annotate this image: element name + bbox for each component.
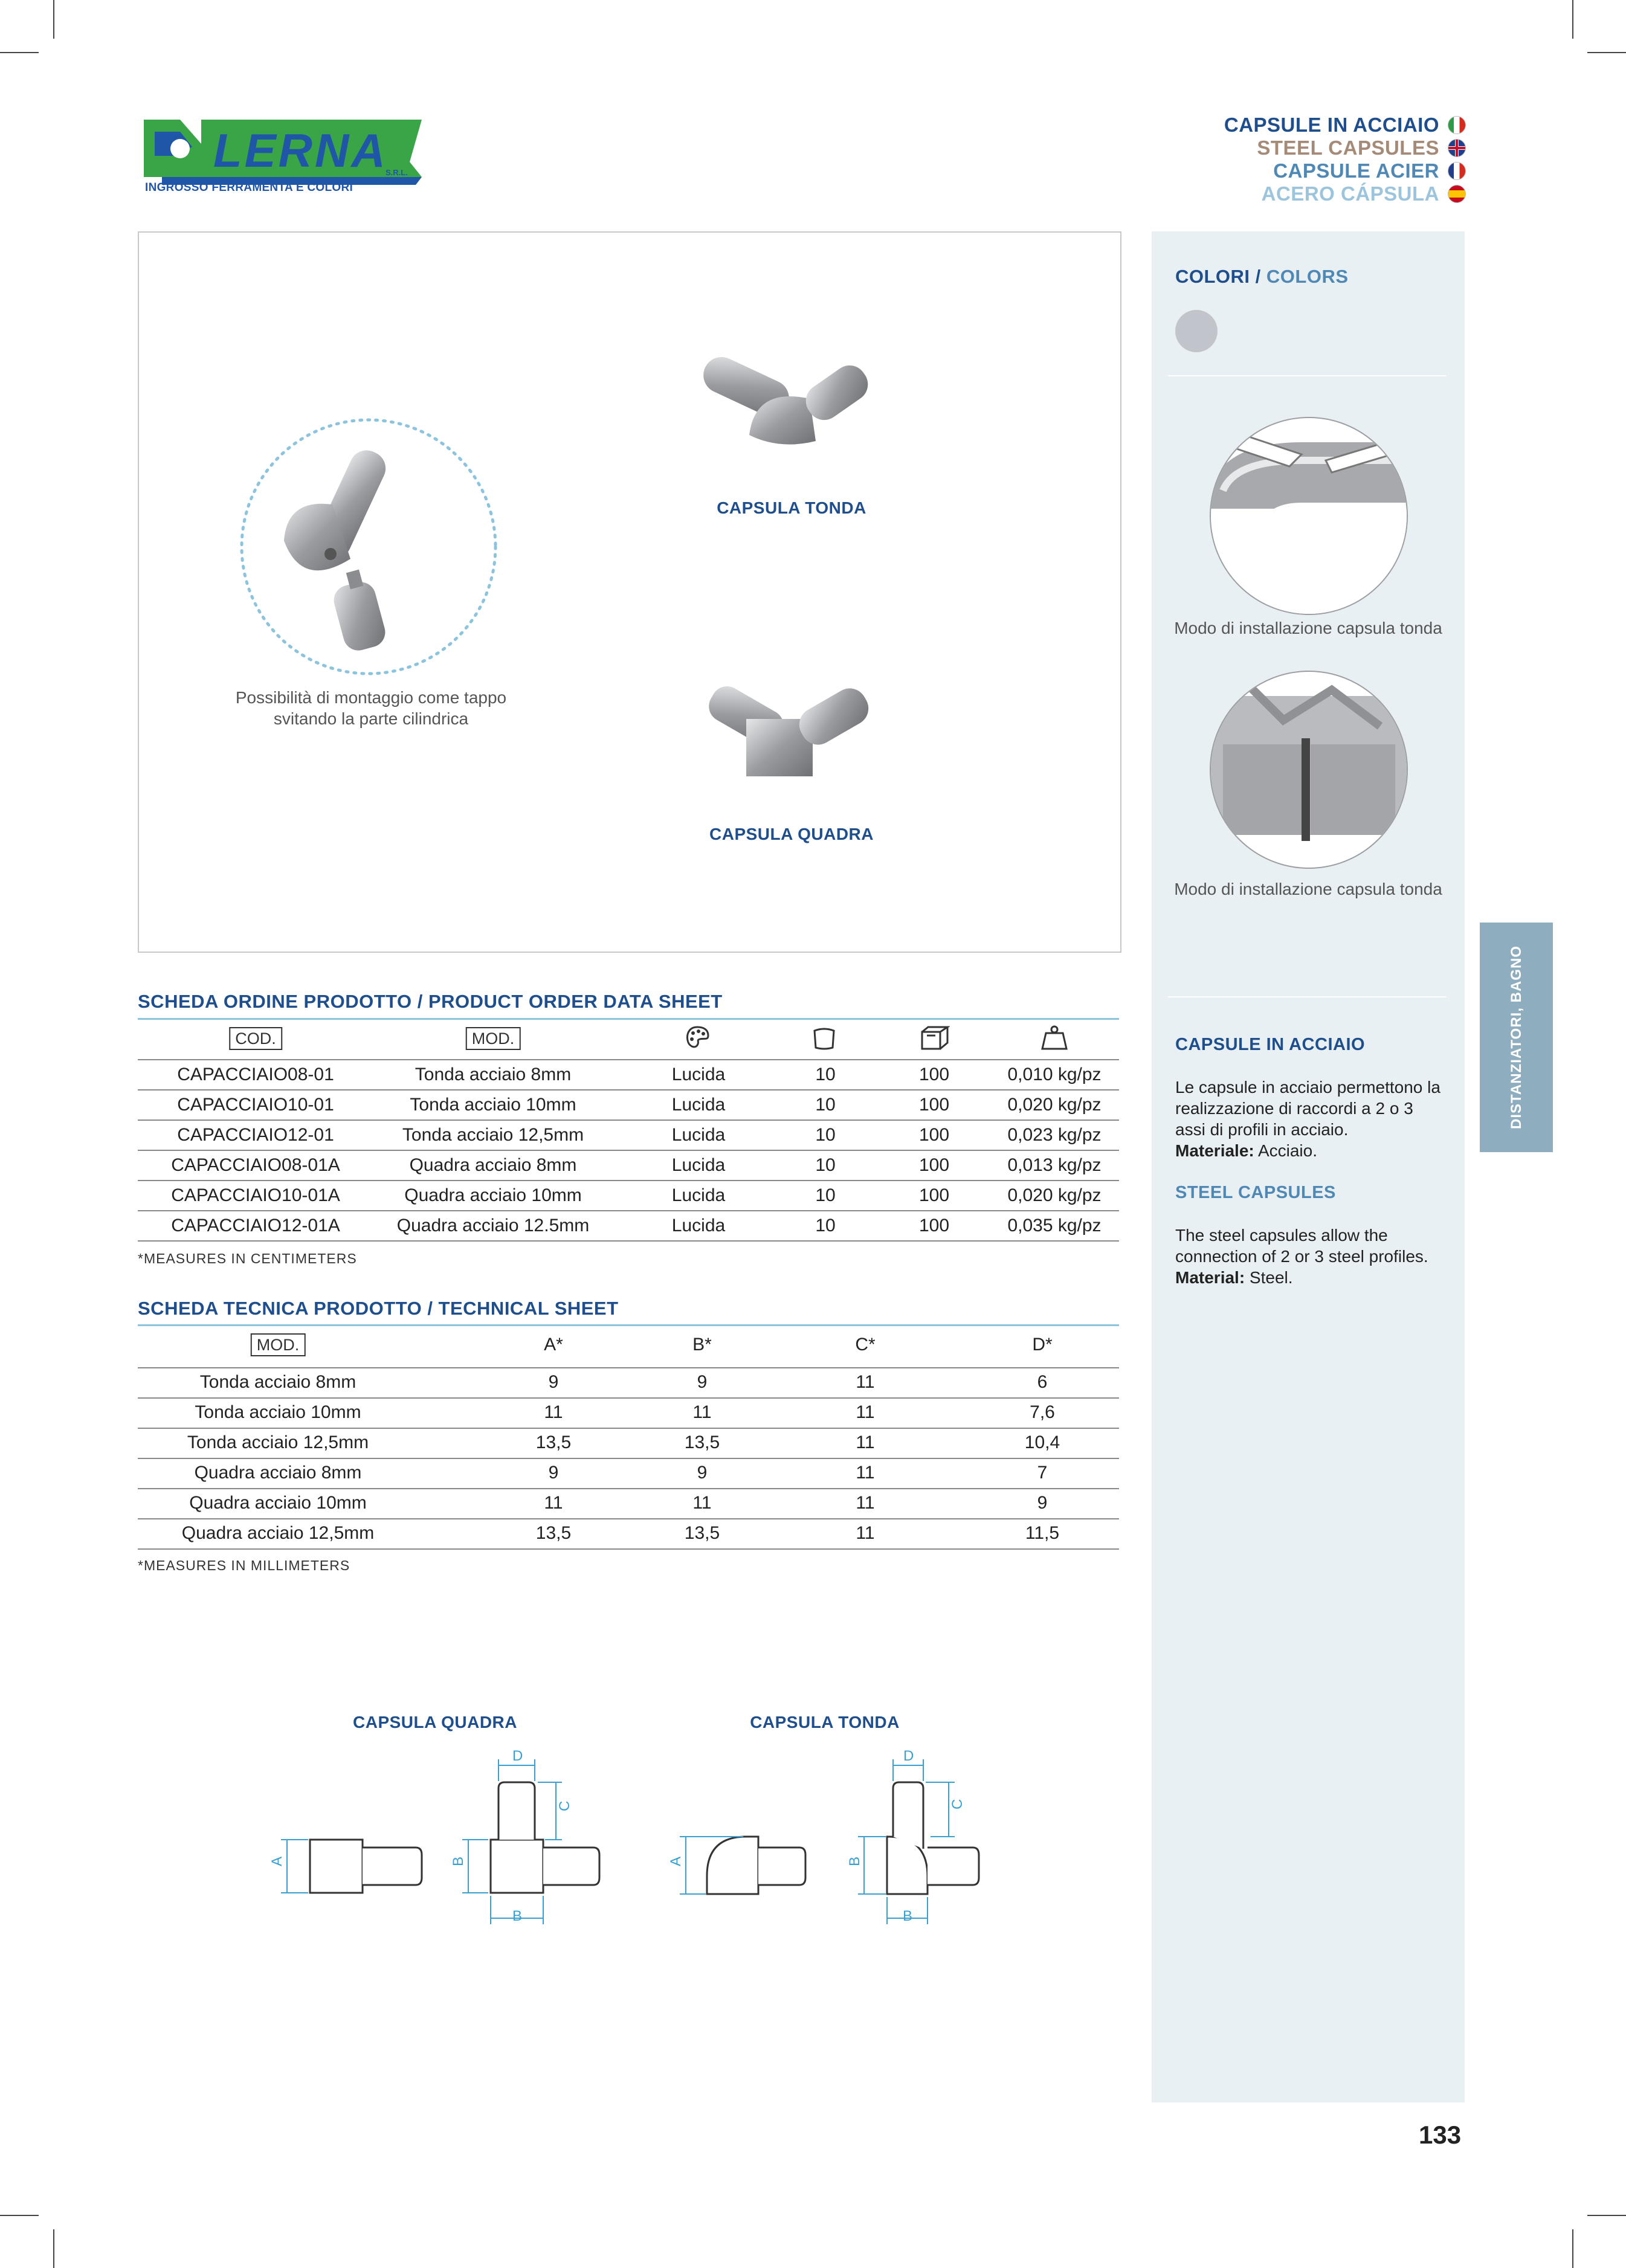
logo-wordmark: LERNA: [213, 124, 388, 177]
order-cell: 100: [918, 1095, 950, 1115]
drawing-square-title: CAPSULA QUADRA: [353, 1713, 517, 1732]
order-cell: 0,013 kg/pz: [1007, 1155, 1102, 1175]
tech-cell: 9: [697, 1372, 708, 1392]
category-tab-label: DISTANZIATORI, BAGNO: [1508, 946, 1524, 1129]
tech-cell: 9: [548, 1463, 559, 1483]
table-row-divider: [138, 1458, 1119, 1459]
tech-sheet-note: *MEASURES IN MILLIMETERS: [138, 1558, 350, 1573]
title-english: [1224, 137, 1466, 159]
uk-flag-icon: [1448, 139, 1466, 157]
steel-color-swatch: [1175, 310, 1218, 352]
dim-d-label: D: [903, 1748, 914, 1764]
crop-mark: [53, 0, 54, 39]
crop-mark: [1587, 2215, 1626, 2216]
crop-mark: [1587, 52, 1626, 53]
header-titles: [1224, 114, 1466, 205]
tech-cell: 11: [856, 1402, 875, 1422]
crop-mark: [1572, 0, 1573, 39]
dim-b-label: B: [450, 1856, 466, 1866]
order-cell: Lucida: [671, 1216, 726, 1235]
order-cell: Lucida: [671, 1125, 726, 1145]
english-description: [1175, 1225, 1441, 1288]
tech-cell: 10,4: [1024, 1432, 1060, 1452]
company-logo: [144, 120, 422, 193]
italian-description: [1175, 1077, 1441, 1161]
italy-flag-icon: [1448, 116, 1466, 134]
table-row-divider: [138, 1518, 1119, 1519]
table-row-divider: [138, 1180, 1119, 1181]
installation-square-image: [1210, 671, 1408, 869]
carton-icon: [920, 1025, 950, 1054]
installation-caption-1: Modo di installazione capsula tonda: [1174, 619, 1442, 637]
logo-tagline: INGROSSO FERRAMENTA E COLORI: [145, 181, 353, 194]
order-cell: 100: [918, 1065, 950, 1084]
italian-description-title: CAPSULE IN ACCIAIO: [1175, 1035, 1366, 1054]
box-icon: [811, 1025, 837, 1054]
title-italian: [1224, 114, 1466, 137]
table-row-divider: [138, 1089, 1119, 1091]
order-cell: Tonda acciaio 10mm: [410, 1095, 576, 1115]
material-value-en: Steel.: [1245, 1268, 1293, 1287]
tech-cell: 11: [692, 1402, 712, 1422]
dim-c-label: C: [557, 1800, 573, 1811]
order-cell: 0,023 kg/pz: [1007, 1125, 1102, 1145]
tech-header: A*: [544, 1335, 563, 1355]
order-cell: Lucida: [671, 1185, 726, 1205]
title-french: [1224, 159, 1466, 182]
tech-cell: 11: [856, 1493, 875, 1513]
mounting-detail-illustration: [236, 414, 502, 680]
header-mod: MOD.: [251, 1333, 306, 1356]
dim-c-label: C: [949, 1799, 966, 1809]
table-row-divider: [138, 1428, 1119, 1429]
dim-a-label: A: [269, 1856, 285, 1866]
logo-suffix: S.R.L.: [386, 168, 408, 177]
order-cell: Quadra acciaio 12.5mm: [396, 1216, 590, 1235]
table-row-divider: [138, 1210, 1119, 1211]
round-capsule-image: [695, 344, 894, 465]
square-capsule-drawing: [260, 1746, 634, 1939]
order-cell: CAPACCIAIO12-01A: [171, 1216, 340, 1235]
order-cell: 10: [815, 1216, 836, 1235]
table-row-divider: [138, 1059, 1119, 1060]
tech-cell: Tonda acciaio 12,5mm: [187, 1432, 369, 1452]
tech-cell: 11: [692, 1493, 712, 1513]
dim-d-label: D: [512, 1748, 523, 1764]
order-cell: Quadra acciaio 8mm: [409, 1155, 577, 1175]
order-cell: Lucida: [671, 1095, 726, 1115]
order-cell: Lucida: [671, 1065, 726, 1084]
crop-mark: [1572, 2229, 1573, 2268]
dim-a-label: A: [668, 1856, 684, 1866]
dim-b-label: B: [903, 1908, 913, 1924]
dim-b-label: B: [512, 1908, 523, 1924]
tech-cell: 13,5: [684, 1432, 720, 1452]
title-text: CAPSULE IN ACCIAIO: [1224, 114, 1439, 136]
tech-cell: 11: [856, 1523, 875, 1543]
title-text: CAPSULE ACIER: [1273, 159, 1439, 182]
weight-icon: [1040, 1025, 1069, 1054]
table-row-divider: [138, 1120, 1119, 1121]
tech-sheet-title: SCHEDA TECNICA PRODOTTO / TECHNICAL SHEET: [138, 1298, 619, 1319]
tech-header: B*: [692, 1335, 712, 1355]
order-cell: Tonda acciaio 12,5mm: [402, 1125, 584, 1145]
tech-cell: 7,6: [1030, 1402, 1055, 1422]
tech-cell: 13,5: [535, 1432, 572, 1452]
dim-b-label: B: [847, 1856, 863, 1866]
tech-cell: 9: [548, 1372, 559, 1392]
header-mod: MOD.: [466, 1027, 521, 1050]
tech-cell: Tonda acciaio 8mm: [199, 1372, 356, 1392]
order-sheet-rule: [138, 1018, 1119, 1020]
material-value-it: Acciaio.: [1254, 1141, 1317, 1160]
france-flag-icon: [1448, 162, 1466, 180]
installation-caption-2: Modo di installazione capsula tonda: [1174, 880, 1442, 898]
order-cell: CAPACCIAIO10-01A: [171, 1185, 340, 1205]
order-cell: CAPACCIAIO12-01: [177, 1125, 334, 1145]
tech-cell: 11: [856, 1463, 875, 1483]
table-row-divider: [138, 1488, 1119, 1489]
title-text: ACERO CÁPSULA: [1261, 182, 1439, 205]
english-description-text: The steel capsules allow the connection of 2 or 3 steel profiles.: [1175, 1226, 1428, 1266]
tech-cell: 13,5: [684, 1523, 720, 1543]
order-cell: 100: [918, 1185, 950, 1205]
order-cell: 100: [918, 1125, 950, 1145]
order-cell: 10: [815, 1155, 836, 1175]
spain-flag-icon: [1448, 185, 1466, 203]
colors-title-sep: /: [1250, 266, 1266, 287]
round-capsule-label: CAPSULA TONDA: [717, 498, 866, 517]
installation-round-image: [1210, 417, 1408, 615]
material-label-it: Materiale:: [1175, 1141, 1254, 1160]
table-row-divider: [138, 1397, 1119, 1399]
crop-mark: [53, 2229, 54, 2268]
colors-title-it: COLORI: [1175, 266, 1250, 287]
title-text: STEEL CAPSULES: [1257, 137, 1439, 159]
tech-cell: Quadra acciaio 8mm: [194, 1463, 362, 1483]
order-cell: 10: [815, 1065, 836, 1084]
tech-cell: 9: [697, 1463, 708, 1483]
colors-title-en: COLORS: [1266, 266, 1349, 287]
product-image-box: [138, 231, 1121, 953]
order-cell: 100: [918, 1216, 950, 1235]
tech-cell: Quadra acciaio 12,5mm: [181, 1523, 375, 1543]
tech-cell: Tonda acciaio 10mm: [195, 1402, 361, 1422]
tech-cell: 11: [856, 1372, 875, 1392]
crop-mark: [0, 52, 39, 53]
order-cell: 10: [815, 1095, 836, 1115]
order-sheet-note: *MEASURES IN CENTIMETERS: [138, 1251, 357, 1266]
table-row-divider: [138, 1240, 1119, 1242]
crop-mark: [0, 2215, 39, 2216]
round-capsule-drawing: [653, 1746, 1015, 1939]
order-cell: CAPACCIAIO08-01A: [171, 1155, 340, 1175]
square-capsule-label: CAPSULA QUADRA: [709, 825, 874, 843]
order-cell: CAPACCIAIO08-01: [177, 1065, 334, 1084]
tech-cell: 11: [856, 1432, 875, 1452]
order-cell: Tonda acciaio 8mm: [415, 1065, 572, 1084]
order-cell: 10: [815, 1125, 836, 1145]
order-sheet-title: SCHEDA ORDINE PRODOTTO / PRODUCT ORDER DATA SHEET: [138, 991, 723, 1012]
tech-sheet-rule: [138, 1324, 1119, 1326]
sidebar-divider: [1168, 375, 1446, 376]
page-number: 133: [1419, 2121, 1462, 2149]
english-description-title: STEEL CAPSULES: [1175, 1183, 1336, 1202]
order-cell: Quadra acciaio 10mm: [404, 1185, 582, 1205]
finish-icon: [684, 1025, 711, 1054]
square-capsule-image: [695, 674, 894, 794]
title-spanish: [1224, 182, 1466, 205]
tech-cell: Quadra acciaio 10mm: [189, 1493, 367, 1513]
order-cell: 0,010 kg/pz: [1007, 1065, 1102, 1084]
tech-cell: 11: [544, 1402, 563, 1422]
mounting-caption: Possibilità di montaggio come tappo svitando la parte cilindrica: [235, 688, 507, 728]
order-cell: Lucida: [671, 1155, 726, 1175]
sidebar-divider: [1168, 996, 1446, 997]
table-row-divider: [138, 1367, 1119, 1368]
tech-header: C*: [855, 1335, 876, 1355]
material-label-en: Material:: [1175, 1268, 1245, 1287]
header-cod: COD.: [229, 1027, 282, 1050]
order-cell: 10: [815, 1185, 836, 1205]
order-cell: CAPACCIAIO10-01: [177, 1095, 334, 1115]
table-row-divider: [138, 1548, 1119, 1550]
drawing-round-title: CAPSULA TONDA: [750, 1713, 900, 1732]
tech-cell: 9: [1037, 1493, 1048, 1513]
order-cell: 100: [918, 1155, 950, 1175]
tech-cell: 6: [1037, 1372, 1048, 1392]
category-tab[interactable]: [1480, 923, 1553, 1152]
table-row-divider: [138, 1150, 1119, 1151]
order-cell: 0,020 kg/pz: [1007, 1185, 1102, 1205]
order-cell: 0,020 kg/pz: [1007, 1095, 1102, 1115]
italian-description-text: Le capsule in acciaio permettono la realizzazione di raccordi a 2 o 3 assi di profili in acciaio.: [1175, 1078, 1440, 1139]
tech-cell: 11,5: [1025, 1523, 1060, 1543]
tech-cell: 11: [544, 1493, 563, 1513]
order-cell: 0,035 kg/pz: [1007, 1216, 1102, 1235]
tech-cell: 7: [1037, 1463, 1048, 1483]
tech-cell: 13,5: [535, 1523, 572, 1543]
colors-title: [1175, 266, 1349, 288]
tech-header: D*: [1032, 1335, 1053, 1355]
